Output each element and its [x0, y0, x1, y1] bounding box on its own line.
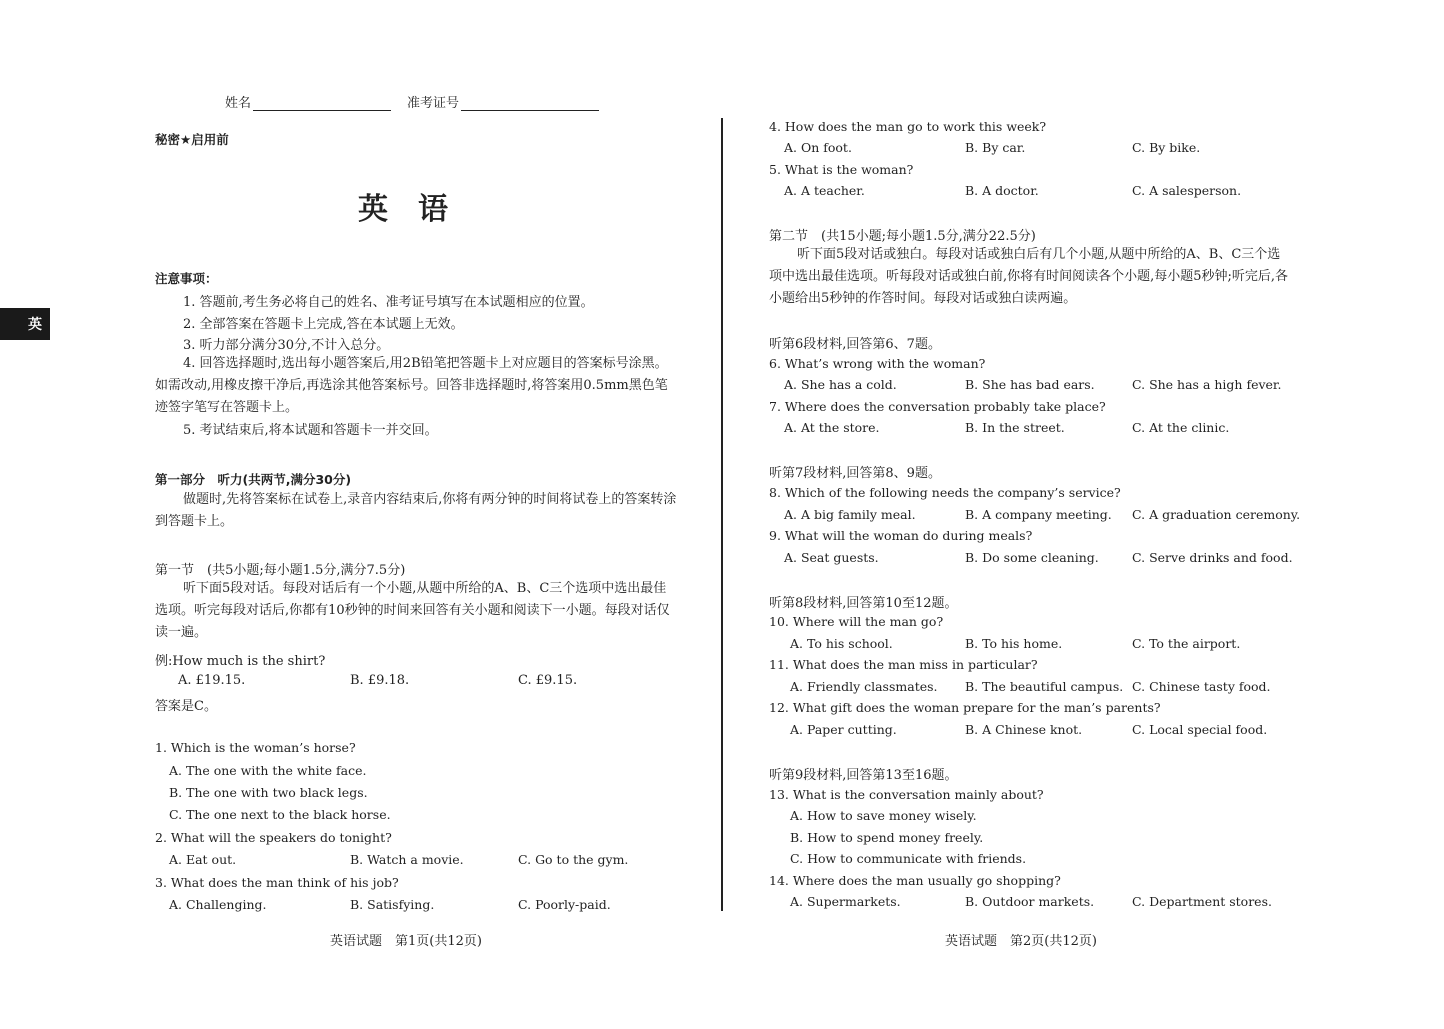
name-field: [225, 92, 391, 111]
question-8: 8. Which of the following needs the company’s service?: [769, 485, 1121, 500]
notice-heading: 注意事项：: [155, 271, 218, 286]
q13-option-b[interactable]: B. How to spend money freely.: [790, 830, 984, 845]
question-12: 12. What gift does the woman prepare for the man’s parents?: [769, 700, 1161, 715]
question-6: 6. What’s wrong with the woman?: [769, 356, 986, 371]
q2-option-b[interactable]: B. Watch a movie.: [350, 852, 464, 867]
section1-intro: 听下面5段对话。每段对话后有一个小题,从题中所给的A、B、C三个选项中选出最佳选项。听完每段对话后,你都有10秒钟的时间来回答有关小题和阅读下一小题。每段对话仅读一遍。: [155, 581, 670, 640]
secret-mark: 秘密★启用前: [155, 132, 229, 147]
q2-option-c[interactable]: C. Go to the gym.: [518, 852, 629, 867]
question-5: 5. What is the woman?: [769, 162, 914, 177]
example-answer: 答案是C。: [155, 699, 217, 714]
section1-heading: 第一节 (共5小题;每小题1.5分,满分7.5分): [155, 563, 406, 578]
q9-option-a[interactable]: A. Seat guests.: [784, 550, 879, 565]
q9-option-c[interactable]: C. Serve drinks and food.: [1132, 550, 1293, 565]
part1-heading: 第一部分 听力(共两节,满分30分): [155, 472, 352, 487]
q12-option-c[interactable]: C. Local special food.: [1132, 722, 1268, 737]
id-label: 准考证号: [407, 96, 460, 111]
q4-option-b[interactable]: B. By car.: [965, 140, 1026, 155]
q12-option-b[interactable]: B. A Chinese knot.: [965, 722, 1083, 737]
footer-page-1: 英语试题 第1页(共12页): [330, 934, 482, 949]
q5-option-a[interactable]: A. A teacher.: [784, 183, 865, 198]
q6-option-b[interactable]: B. She has bad ears.: [965, 377, 1095, 392]
q14-option-a[interactable]: A. Supermarkets.: [790, 894, 901, 909]
notice-item-1: 1. 答题前,考生务必将自己的姓名、准考证号填写在本试题相应的位置。: [183, 295, 594, 310]
q3-option-b[interactable]: B. Satisfying.: [350, 897, 435, 912]
example-option-b: B. £9.18.: [350, 673, 410, 688]
q5-option-c[interactable]: C. A salesperson.: [1132, 183, 1242, 198]
example-question: 例:How much is the shirt?: [155, 654, 326, 669]
question-4: 4. How does the man go to work this week?: [769, 119, 1047, 134]
q8-option-b[interactable]: B. A company meeting.: [965, 507, 1112, 522]
q14-option-b[interactable]: B. Outdoor markets.: [965, 894, 1095, 909]
q6-option-a[interactable]: A. She has a cold.: [784, 377, 897, 392]
name-blank[interactable]: [253, 96, 391, 111]
q8-option-a[interactable]: A. A big family meal.: [784, 507, 916, 522]
question-11: 11. What does the man miss in particular?: [769, 657, 1038, 672]
part1-intro: 做题时,先将答案标在试卷上,录音内容结束后,你将有两分钟的时间将试卷上的答案转涂到答题卡上。: [155, 492, 677, 529]
q4-option-c[interactable]: C. By bike.: [1132, 140, 1201, 155]
example-option-a: A. £19.15.: [178, 673, 246, 688]
q1-option-a[interactable]: A. The one with the white face.: [169, 763, 367, 778]
side-tab: 英: [0, 308, 50, 340]
material-9-heading: 听第9段材料,回答第13至16题。: [769, 768, 958, 783]
id-field: [407, 92, 599, 111]
q3-option-c[interactable]: C. Poorly-paid.: [518, 897, 611, 912]
q10-option-b[interactable]: B. To his home.: [965, 636, 1063, 651]
question-2: 2. What will the speakers do tonight?: [155, 830, 392, 845]
notice-item-2: 2. 全部答案在答题卡上完成,答在本试题上无效。: [183, 317, 464, 332]
q8-option-c[interactable]: C. A graduation ceremony.: [1132, 507, 1301, 522]
q11-option-c[interactable]: C. Chinese tasty food.: [1132, 679, 1271, 694]
material-7-heading: 听第7段材料,回答第8、9题。: [769, 466, 941, 481]
q14-option-c[interactable]: C. Department stores.: [1132, 894, 1272, 909]
q12-option-a[interactable]: A. Paper cutting.: [790, 722, 897, 737]
material-8-heading: 听第8段材料,回答第10至12题。: [769, 596, 958, 611]
q7-option-b[interactable]: B. In the street.: [965, 420, 1065, 435]
q2-option-a[interactable]: A. Eat out.: [169, 852, 237, 867]
q13-option-c[interactable]: C. How to communicate with friends.: [790, 851, 1027, 866]
page-title: 英 语: [358, 192, 448, 227]
q10-option-c[interactable]: C. To the airport.: [1132, 636, 1241, 651]
q11-option-b[interactable]: B. The beautiful campus.: [965, 679, 1124, 694]
q3-option-a[interactable]: A. Challenging.: [169, 897, 267, 912]
question-1: 1. Which is the woman’s horse?: [155, 740, 356, 755]
q4-option-a[interactable]: A. On foot.: [784, 140, 852, 155]
question-10: 10. Where will the man go?: [769, 614, 944, 629]
question-9: 9. What will the woman do during meals?: [769, 528, 1033, 543]
question-13: 13. What is the conversation mainly about?: [769, 787, 1044, 802]
q1-option-b[interactable]: B. The one with two black legs.: [169, 785, 368, 800]
q7-option-c[interactable]: C. At the clinic.: [1132, 420, 1230, 435]
q9-option-b[interactable]: B. Do some cleaning.: [965, 550, 1099, 565]
notice-item-5: 5. 考试结束后,将本试题和答题卡一并交回。: [183, 423, 438, 438]
footer-page-2: 英语试题 第2页(共12页): [945, 934, 1097, 949]
q6-option-c[interactable]: C. She has a high fever.: [1132, 377, 1282, 392]
id-blank[interactable]: [461, 96, 599, 111]
q11-option-a[interactable]: A. Friendly classmates.: [790, 679, 938, 694]
q13-option-a[interactable]: A. How to save money wisely.: [790, 808, 977, 823]
question-14: 14. Where does the man usually go shopping?: [769, 873, 1061, 888]
material-6-heading: 听第6段材料,回答第6、7题。: [769, 337, 941, 352]
notice-item-4: 4. 回答选择题时,选出每小题答案后,用2B铅笔把答题卡上对应题目的答案标号涂黑。如需改动,用橡皮擦干净后,再选涂其他答案标号。回答非选择题时,将答案用0.5mm黑色笔迹签字笔写在答题卡上。: [155, 356, 668, 415]
name-label: 姓名: [225, 96, 252, 111]
q10-option-a[interactable]: A. To his school.: [790, 636, 893, 651]
notice-item-3: 3. 听力部分满分30分,不计入总分。: [183, 338, 390, 353]
column-divider: [721, 118, 723, 911]
q1-option-c[interactable]: C. The one next to the black horse.: [169, 807, 391, 822]
example-option-c: C. £9.15.: [518, 673, 578, 688]
q5-option-b[interactable]: B. A doctor.: [965, 183, 1039, 198]
section2-heading: 第二节 (共15小题;每小题1.5分,满分22.5分): [769, 229, 1036, 244]
section2-intro: 听下面5段对话或独白。每段对话或独白后有几个小题,从题中所给的A、B、C三个选项中选出最佳选项。听每段对话或独白前,你将有时间阅读各个小题,每小题5秒钟;听完后,各小题给出5秒钟的作答时间。每段对话或独白读两遍。: [769, 247, 1289, 306]
question-7: 7. Where does the conversation probably take place?: [769, 399, 1106, 414]
question-3: 3. What does the man think of his job?: [155, 875, 399, 890]
q7-option-a[interactable]: A. At the store.: [784, 420, 880, 435]
